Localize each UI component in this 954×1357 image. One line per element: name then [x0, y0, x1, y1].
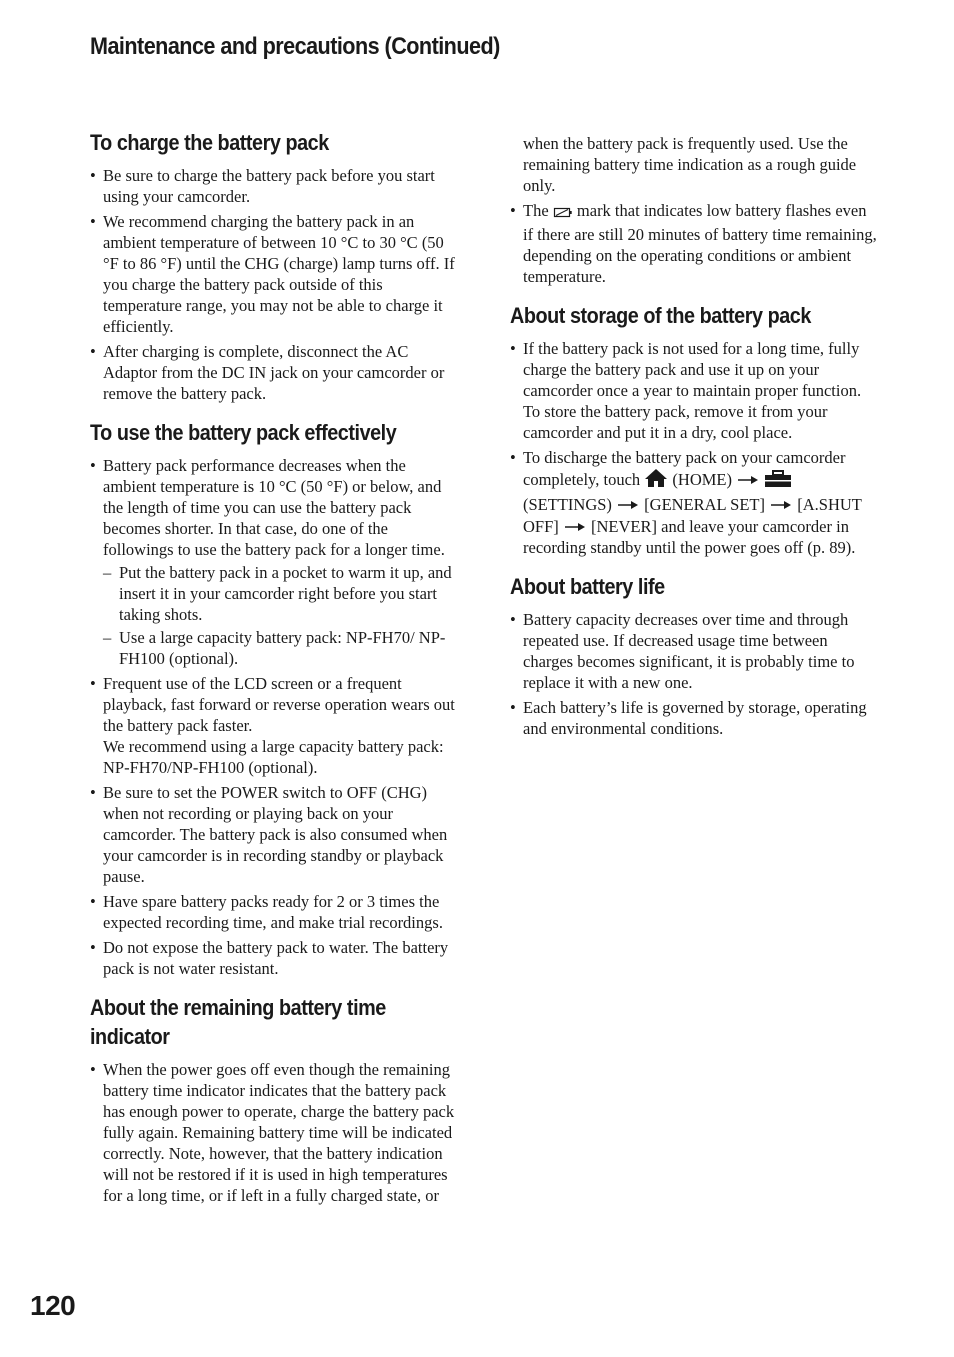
list-item: • Be sure to charge the battery pack before you start using your camcorder.: [90, 165, 458, 207]
section-remaining-cont: [510, 133, 878, 287]
list-item: • Each battery’s life is governed by storage, operating and environmental conditions.: [510, 697, 878, 739]
running-head: Maintenance and precautions (Continued): [90, 33, 500, 60]
right-arrow-icon: [771, 493, 791, 514]
list-item: [510, 200, 878, 287]
right-arrow-icon: [565, 515, 585, 536]
section-effective: [90, 418, 458, 979]
list-item: [510, 447, 878, 558]
text-fragment: mark that indicates low battery flashes even if there are still 20 minutes of battery time remaining, depending on the operating conditions or ambient temperature.: [523, 201, 877, 286]
list-item: • Be sure to set the POWER switch to OFF (CHG) when not recording or playing back on your camcorder. The battery pack is also consumed when your camcorder is in recording standby or playback pause.: [90, 782, 458, 887]
text-fragment: To discharge the battery pack on your camcorder completely, touch: [523, 448, 846, 489]
right-arrow-icon: [618, 493, 638, 514]
text-fragment: [GENERAL SET]: [644, 495, 765, 514]
text-fragment: (SETTINGS): [523, 495, 612, 514]
list-item: [90, 455, 458, 669]
list-item-text: Battery pack performance decreases when the ambient temperature is 10 °C (50 °F) or below, and the length of time you can use the battery pack becomes shorter. In that case, do one of the followings to use the battery pack for a longer time.: [103, 456, 445, 559]
list-item: • After charging is complete, disconnect the AC Adaptor from the DC IN jack on your camcorder or remove the battery pack.: [90, 341, 458, 404]
list-item-continued: when the battery pack is frequently used. Use the remaining battery time indication as a rough guide only.: [523, 134, 857, 195]
list-item-note: We recommend using a large capacity battery pack: NP-FH70/NP-FH100 (optional).: [103, 737, 444, 777]
sub-list-item: – Use a large capacity battery pack: NP-FH70/ NP-FH100 (optional).: [103, 627, 458, 669]
text-fragment: [NEVER] and leave your camcorder in recording standby until the power goes off (p. 89).: [523, 517, 856, 557]
charge-list: [90, 165, 458, 404]
effective-list: [90, 455, 458, 979]
sub-list-item: – Put the battery pack in a pocket to warm it up, and insert it in your camcorder right before you start taking shots.: [103, 562, 458, 625]
text-fragment: The: [523, 201, 549, 220]
heading-charge: To charge the battery pack: [90, 130, 329, 155]
heading-life: About battery life: [510, 574, 665, 599]
heading-remaining: About the remaining battery time indicator: [90, 995, 386, 1049]
text-fragment: [A.SHUT OFF]: [523, 495, 862, 536]
right-column: [510, 133, 878, 753]
low-battery-icon: [553, 203, 573, 224]
section-charge: [90, 128, 458, 404]
page-number: 120: [30, 1290, 76, 1321]
list-item: [90, 673, 458, 778]
heading-effective: To use the battery pack effectively: [90, 420, 397, 445]
remaining-list-cont: [510, 200, 878, 287]
home-icon: [644, 468, 668, 493]
list-item-text: Frequent use of the LCD screen or a frequent playback, fast forward or reverse operation wears out the battery pack faster.: [103, 674, 455, 735]
list-item: • If the battery pack is not used for a long time, fully charge the battery pack and use it up on your camcorder once a year to maintain proper function. To store the battery pack, remove it from your camcorder and put it in a dry, cool place.: [510, 338, 878, 443]
section-storage: [510, 301, 878, 558]
heading-storage: About storage of the battery pack: [510, 303, 811, 328]
toolbox-icon: [764, 470, 792, 493]
right-arrow-icon: [738, 468, 758, 489]
remaining-list: [90, 1059, 458, 1206]
life-list: [510, 609, 878, 739]
list-item: • Do not expose the battery pack to water. The battery pack is not water resistant.: [90, 937, 458, 979]
list-item: • When the power goes off even though the remaining battery time indicator indicates that the battery pack has enough power to operate, charge the battery pack fully again. Remaining battery time will be indicated correctly. Note, however, that the battery indication will not be restored if it is used in high temperatures for a long time, or if left in a fully charged state, or: [90, 1059, 458, 1206]
storage-list: [510, 338, 878, 558]
list-item: • Battery capacity decreases over time and through repeated use. If decreased usage time between charges becomes significant, it is probably time to replace it with a new one.: [510, 609, 878, 693]
section-remaining: [90, 993, 458, 1206]
left-column: [90, 128, 458, 1220]
list-item: • We recommend charging the battery pack in an ambient temperature of between 10 °C to 30 °C (50 °F to 86 °F) until the CHG (charge) lamp turns off. If you charge the battery pack outside of this temperature range, you may not be able to charge it efficiently.: [90, 211, 458, 337]
list-item: • Have spare battery packs ready for 2 or 3 times the expected recording time, and make trial recordings.: [90, 891, 458, 933]
text-fragment: (HOME): [672, 470, 732, 489]
section-life: [510, 572, 878, 739]
sub-list: [103, 562, 458, 669]
